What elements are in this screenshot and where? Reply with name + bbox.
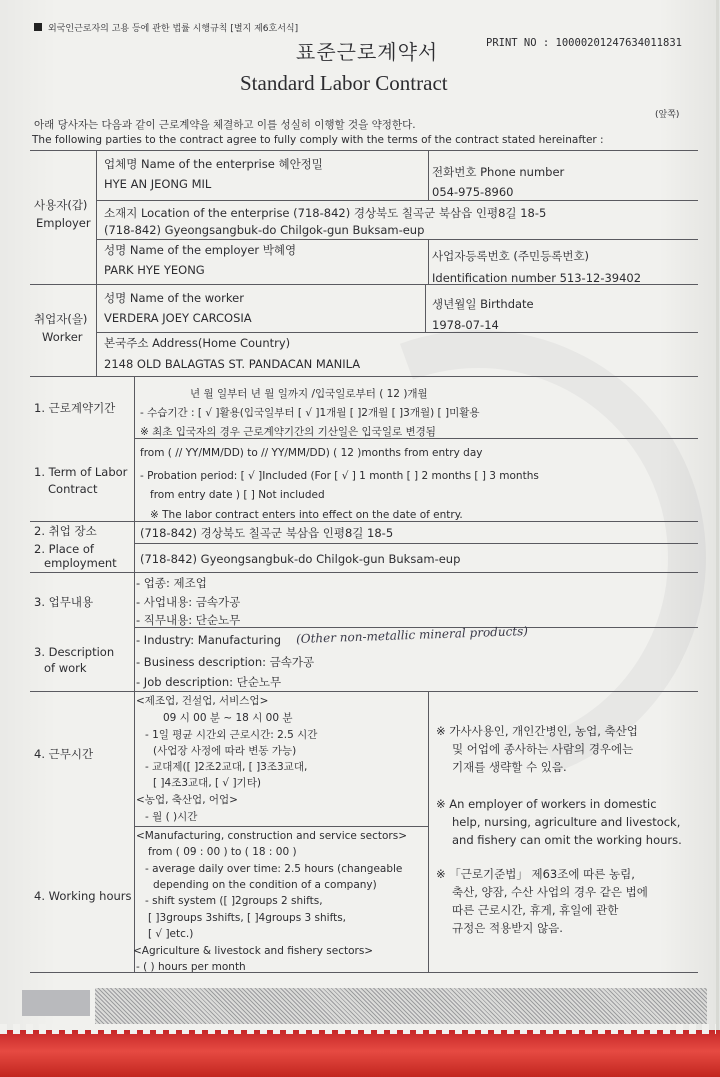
form-reference: 외국인근로자의 고용 등에 관한 법률 시행규칙 [별지 제6호서식] [48,24,299,34]
hours-ko-3: - 1일 평균 시간외 근로시간: 2.5 시간 [145,729,318,741]
work-en-industry: - Industry: Manufacturing [136,633,282,647]
work-label-en-1: 3. Description [34,645,115,659]
term-en-note: ※ The labor contract enters into effect on the date of entry. [150,509,463,521]
hours-en-7: [ √ ]etc.) [148,928,194,940]
hours-ko-1: <제조업, 건설업, 서비스업> [136,695,269,707]
print-number: PRINT NO : 10000201247634011831 [486,37,682,49]
hours-en-9: - ( ) hours per month [136,961,246,973]
title-korean: 표준근로계약서 [296,40,439,64]
worker-name-value: VERDERA JOEY CARCOSIA [104,311,252,325]
term-en-probation: - Probation period: [ √ ]Included (For [ √ ] 1 month [ ] 2 months [ ] 3 months [140,470,539,482]
hours-note-en-1: ※ An employer of workers in domestic [436,797,657,811]
hours-note-ko-3: 기재를 생략할 수 있음. [452,760,567,774]
red-background-strip [0,1030,720,1077]
hours-label-en: 4. Working hours [34,889,132,903]
hours-label-ko: 4. 근무시간 [34,747,94,761]
place-label-en-2: employment [44,556,117,570]
hours-ko-5: - 교대제([ ]2조2교대, [ ]3조3교대, [145,761,308,773]
work-handwritten-note: (Other non-metallic mineral products) [295,623,529,647]
page-side-label: (앞쪽) [655,110,680,120]
hours-ko-8: - 월 ( )시간 [145,811,198,823]
hours-en-3: - average daily over time: 2.5 hours (changeable [145,863,403,875]
hours-note-ko-2: 및 어업에 종사하는 사람의 경우에는 [452,742,634,756]
enterprise-name-label: 업체명 Name of the enterprise 혜안정밀 [104,157,323,171]
enterprise-location-label: 소재지 Location of the enterprise (718-842) 경상북도 칠곡군 북삼읍 인평8길 18-5 [104,206,547,220]
hours-note-en-3: and fishery can omit the working hours. [452,833,682,847]
work-en-business: - Business description: 금속가공 [136,655,315,669]
place-label-ko: 2. 취업 장소 [34,524,97,538]
enterprise-location-value: (718-842) Gyeongsangbuk-do Chilgok-gun Buksam-eup [104,223,425,237]
term-label-en-2: Contract [48,482,98,496]
worker-name-label: 성명 Name of the worker [104,291,244,305]
work-label-en-2: of work [44,661,87,675]
place-label-en-1: 2. Place of [34,542,94,556]
hours-ko-6: [ ]4조3교대, [ √ ]기타) [153,777,261,789]
registration-number-value: Identification number 513-12-39402 [432,271,642,285]
torn-paper-edge [0,1024,716,1034]
employer-label-ko: 사용자(갑) [34,198,88,212]
work-ko-business: - 사업내용: 금속가공 [136,595,241,609]
form-marker-icon [34,23,42,31]
hours-en-5: - shift system ([ ]2groups 2 shifts, [145,895,323,907]
employer-label-en: Employer [36,216,91,230]
place-en-value: (718-842) Gyeongsangbuk-do Chilgok-gun Buksam-eup [140,552,461,566]
work-en-job: - Job description: 단순노무 [136,675,282,689]
registration-number-label: 사업자등록번호 (주민등록번호) [432,249,590,263]
work-ko-industry: - 업종: 제조업 [136,576,207,590]
title-english: Standard Labor Contract [240,71,448,95]
intro-english: The following parties to the contract agree to fully comply with the terms of the contract stated hereinafter : [32,134,604,146]
hours-note-law-2: 축산, 양잠, 수산 사업의 경우 같은 법에 [452,885,648,899]
employer-name-value: PARK HYE YEONG [104,263,205,277]
hours-note-ko-1: ※ 가사사용인, 개인간병인, 농업, 축산업 [436,724,638,738]
footer-security-pattern [95,988,707,1024]
intro-korean: 아래 당사자는 다음과 같이 근로계약을 체결하고 이를 성실히 이행할 것을 약정한다. [34,119,416,131]
work-label-ko: 3. 업무내용 [34,595,94,609]
hours-en-2: from ( 09 : 00 ) to ( 18 : 00 ) [148,846,297,858]
hours-en-4: depending on the condition of a company) [153,879,377,891]
term-label-en-1: 1. Term of Labor [34,465,128,479]
worker-label-en: Worker [42,330,83,344]
home-address-value: 2148 OLD BALAGTAS ST. PANDACAN MANILA [104,357,361,371]
home-address-label: 본국주소 Address(Home Country) [104,336,291,350]
footer-stamp-smudge [22,990,90,1016]
term-en-period: from ( // YY/MM/DD) to // YY/MM/DD) ( 12 )months from entry day [140,447,483,459]
worker-label-ko: 취업자(을) [34,312,88,326]
hours-ko-4: (사업장 사정에 따라 변동 가능) [153,745,297,757]
term-ko-period: 년 월 일부터 년 월 일까지 /입국일로부터 ( 12 )개월 [190,388,428,400]
hours-ko-2: 09 시 00 분 ~ 18 시 00 분 [163,712,293,724]
hours-en-1: <Manufacturing, construction and service sectors> [136,830,408,842]
term-ko-note: ※ 최초 입국자의 경우 근로계약기간의 기산일은 입국일로 변경됨 [140,426,436,438]
birthdate-value: 1978-07-14 [432,318,499,332]
hours-note-law-3: 따른 근로시간, 휴게, 휴일에 관한 [452,903,619,917]
phone-value: 054-975-8960 [432,185,514,199]
hours-note-law-1: ※ 「근로기준법」 제63조에 따른 농림, [436,867,635,881]
birthdate-label: 생년월일 Birthdate [432,297,534,311]
phone-label: 전화번호 Phone number [432,165,565,179]
term-label-ko: 1. 근로계약기간 [34,401,116,415]
term-ko-probation: - 수습기간 : [ √ ]활용(입국일부터 [ √ ]1개월 [ ]2개월 [ ]3개월) [ ]미활용 [140,407,480,419]
hours-en-8: <Agriculture & livestock and fishery sectors> [133,945,374,957]
hours-note-law-4: 규정은 적용받지 않음. [452,921,563,935]
hours-ko-7: <농업, 축산업, 어업> [136,794,238,806]
hours-note-en-2: help, nursing, agriculture and livestock, [452,815,681,829]
place-ko-value: (718-842) 경상북도 칠곡군 북삼읍 인평8길 18-5 [140,526,394,540]
hours-en-6: [ ]3groups 3shifts, [ ]4groups 3 shifts, [148,912,347,924]
term-en-probation-2: from entry date ) [ ] Not included [150,489,325,501]
employer-name-label: 성명 Name of the employer 박혜영 [104,243,297,257]
work-ko-job: - 직무내용: 단순노무 [136,613,241,627]
enterprise-name-value: HYE AN JEONG MIL [104,177,212,191]
